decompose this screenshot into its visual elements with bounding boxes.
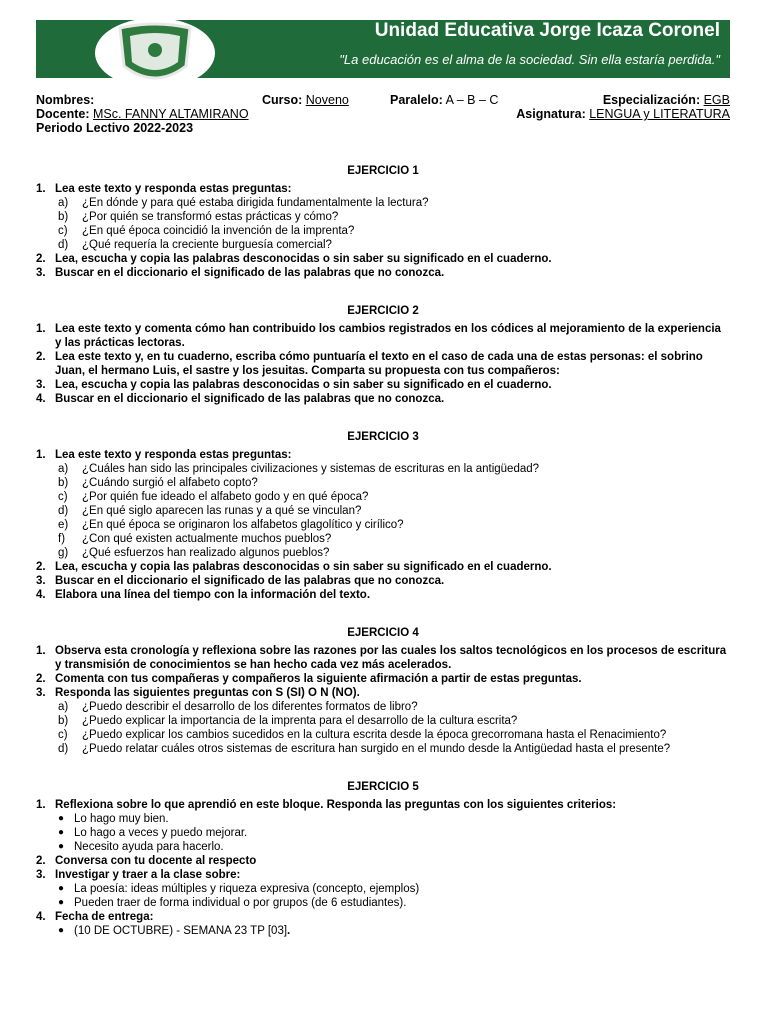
ex4-item-2: 2. Comenta con tus compañeras y compañeros la siguiente afirmación a partir de estas preguntas. bbox=[36, 673, 582, 685]
ex5-item-2: 2. Conversa con tu docente al respecto bbox=[36, 855, 257, 867]
especializacion-label: Especialización: bbox=[602, 93, 701, 107]
ex1-question-d: d) ¿Qué requería la creciente burguesía comercial? bbox=[58, 239, 332, 251]
ex1-question-b: b) ¿Por quién se transformó estas prácticas y cómo? bbox=[58, 211, 339, 223]
ejercicio-1 bbox=[36, 164, 730, 280]
ejercicio-4-title: EJERCICIO 4 bbox=[347, 627, 419, 639]
ejercicio-5-title: EJERCICIO 5 bbox=[347, 781, 419, 793]
ex3-item-2: 2. Lea, escucha y copia las palabras desconocidas o sin saber su significado en el cuaderno. bbox=[36, 561, 552, 573]
school-crest-logo bbox=[90, 16, 220, 90]
asignatura-value: LENGUA y LITERATURA bbox=[589, 107, 730, 121]
especializacion-value: EGB bbox=[703, 93, 730, 107]
ex3-question-a: a) ¿Cuáles han sido las principales civilizaciones y sistemas de escrituras en la antigüedad? bbox=[58, 463, 540, 475]
docente-value: MSc. FANNY ALTAMIRANO bbox=[92, 107, 249, 121]
asignatura-label: Asignatura: bbox=[516, 107, 586, 121]
especializacion-field bbox=[603, 93, 730, 107]
ex1-question-a: a) ¿En dónde y para qué estaba dirigida fundamentalmente la lectura? bbox=[58, 197, 429, 209]
ex5-bullet-5: ● Pueden traer de forma individual o por grupos (de 6 estudiantes). bbox=[58, 897, 407, 909]
due-date: (10 DE OCTUBRE) - SEMANA 23 TP [03] bbox=[74, 925, 288, 937]
ejercicio-2 bbox=[36, 304, 730, 406]
ejercicio-3 bbox=[36, 430, 730, 602]
ex5-bullet-1: ● Lo hago muy bien. bbox=[58, 813, 169, 825]
curso-label: Curso: bbox=[262, 93, 303, 107]
nombres-label: Nombres: bbox=[36, 93, 95, 107]
ejercicio-5 bbox=[36, 780, 730, 938]
ex3-question-f: f) ¿Con qué existen actualmente muchos pueblos? bbox=[58, 533, 332, 545]
ex3-question-e: e) ¿En qué época se originaron los alfabetos glagolítico y cirílico? bbox=[58, 519, 404, 531]
curso-value: Noveno bbox=[305, 93, 349, 107]
ex1-question-c: c) ¿En qué época coincidió la invención de la imprenta? bbox=[58, 225, 355, 237]
paralelo-field bbox=[390, 93, 498, 107]
header-banner bbox=[36, 14, 730, 88]
docente-field bbox=[36, 107, 249, 121]
ex4-question-c: c) ¿Puedo explicar los cambios sucedidos en la cultura escrita desde la época grecorromana hasta el Renacimiento? bbox=[58, 729, 667, 741]
ex1-item-2: 2. Lea, escucha y copia las palabras desconocidas o sin saber su significado en el cuaderno. bbox=[36, 253, 552, 265]
ejercicio-3-title: EJERCICIO 3 bbox=[347, 431, 419, 443]
school-name: Unidad Educativa Jorge Icaza Coronel bbox=[374, 20, 720, 41]
ex5-bullet-2: ● Lo hago a veces y puedo mejorar. bbox=[58, 827, 248, 839]
ex4-item-1: 1. Observa esta cronología y reflexiona sobre las razones por las cuales los saltos tecnológicos en los procesos de escritura y transmisión de conocimientos se han hecho cada vez más acelerados. bbox=[36, 645, 727, 671]
ex4-question-d: d) ¿Puedo relatar cuáles otros sistemas de escritura han surgido en el mundo desde la Antigüedad hasta el presente? bbox=[58, 743, 671, 755]
docente-label: Docente: bbox=[36, 107, 90, 121]
worksheet-content bbox=[36, 164, 730, 938]
paralelo-value: A – B – C bbox=[445, 93, 499, 107]
curso-field bbox=[262, 93, 349, 107]
ex3-question-g: g) ¿Qué esfuerzos han realizado algunos pueblos? bbox=[58, 547, 330, 559]
ex3-item-3: 3. Buscar en el diccionario el significado de las palabras que no conozca. bbox=[36, 575, 445, 587]
ex4-item-3: 3. Responda las siguientes preguntas con S (SI) O N (NO). bbox=[36, 687, 360, 699]
ex5-item-4: 4. Fecha de entrega: bbox=[36, 911, 154, 923]
asignatura-field bbox=[516, 107, 730, 121]
ex4-question-b: b) ¿Puedo explicar la importancia de la imprenta para el desarrollo de la cultura escrita? bbox=[58, 715, 518, 727]
ex3-item-1: 1. Lea este texto y responda estas preguntas: bbox=[36, 449, 292, 461]
ex1-item-1: 1. Lea este texto y responda estas preguntas: bbox=[36, 183, 292, 195]
ejercicio-4 bbox=[36, 626, 730, 756]
ex2-item-1: 1. Lea este texto y comenta cómo han contribuido los cambios registrados en los códices al mejoramiento de la experiencia y las prácticas lectoras. bbox=[36, 323, 721, 349]
due-date-period: . bbox=[287, 925, 291, 937]
school-slogan: "La educación es el alma de la sociedad. Sin ella estaría perdida." bbox=[339, 52, 720, 67]
ex1-item-3: 3. Buscar en el diccionario el significado de las palabras que no conozca. bbox=[36, 267, 445, 279]
ejercicio-2-title: EJERCICIO 2 bbox=[347, 305, 419, 317]
ex2-item-3: 3. Lea, escucha y copia las palabras desconocidas o sin saber su significado en el cuaderno. bbox=[36, 379, 552, 391]
ex3-question-b: b) ¿Cuándo surgió el alfabeto copto? bbox=[58, 477, 258, 489]
ex2-item-4: 4. Buscar en el diccionario el significado de las palabras que no conozca. bbox=[36, 393, 445, 405]
ex3-question-d: d) ¿En qué siglo aparecen las runas y a qué se vinculan? bbox=[58, 505, 362, 517]
ex5-bullet-4: ● La poesía: ideas múltiples y riqueza expresiva (concepto, ejemplos) bbox=[58, 883, 420, 895]
ex5-bullet-3: ● Necesito ayuda para hacerlo. bbox=[58, 841, 224, 853]
periodo-lectivo: Periodo Lectivo 2022-2023 bbox=[36, 121, 194, 135]
ex5-item-1: 1. Reflexiona sobre lo que aprendió en este bloque. Responda las preguntas con los siguientes criterios: bbox=[36, 799, 617, 811]
paralelo-label: Paralelo: bbox=[390, 93, 443, 107]
ex2-item-2: 2. Lea este texto y, en tu cuaderno, escriba cómo puntuaría el texto en el caso de cada una de estas personas: el sobrino Juan, el hermano Luis, el sastre y los jesuitas. Comparta su propuesta con tus compañeros: bbox=[36, 351, 703, 377]
ex4-question-a: a) ¿Puedo describir el desarrollo de los diferentes formatos de libro? bbox=[58, 701, 418, 713]
ex5-item-3: 3. Investigar y traer a la clase sobre: bbox=[36, 869, 241, 881]
ex3-item-4: 4. Elabora una línea del tiempo con la información del texto. bbox=[36, 589, 371, 601]
ex5-bullet-6: ● (10 DE OCTUBRE) - SEMANA 23 TP [03]. bbox=[58, 925, 291, 937]
ejercicio-1-title: EJERCICIO 1 bbox=[347, 165, 419, 177]
ex3-question-c: c) ¿Por quién fue ideado el alfabeto godo y en qué época? bbox=[58, 491, 369, 503]
